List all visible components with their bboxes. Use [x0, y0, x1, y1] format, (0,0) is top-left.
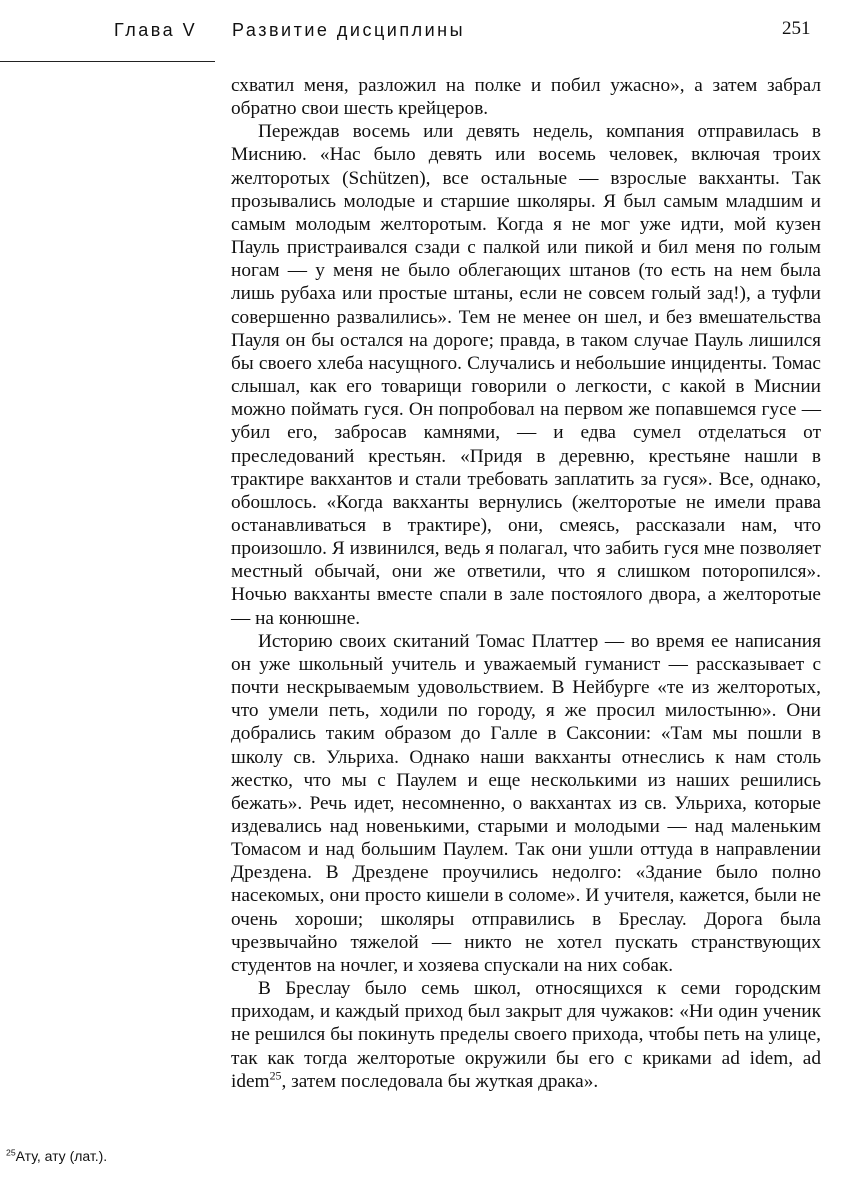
running-header — [0, 16, 854, 46]
paragraph-1: схватил меня, разложил на полке и побил ужасно», а затем забрал обратно свои шесть крейцеров. — [231, 75, 821, 120]
footnote — [6, 1148, 107, 1164]
chapter-label: Глава V — [114, 20, 198, 40]
footnote-number: 25 — [6, 1147, 16, 1158]
paragraph-4 — [231, 977, 821, 1093]
header-rule — [0, 61, 215, 62]
running-title: Развитие дисциплины — [232, 20, 466, 40]
paragraph-2: Переждав восемь или девять недель, компания отправилась в Миснию. «Нас было девять или восемь человек, включая троих желторотых (Schützen), все остальные — взрослые вакханты. Так прозывались молодые и старшие школяры. Я был самым младшим и самым молодым желторотым. Когда я не мог уже идти, мой кузен Пауль пристраивался сзади с палкой или пикой и бил меня по голым ногам — у меня не было облегающих штанов (то есть на нем была лишь рубаха или простые штаны, если не совсем голый зад!), а туфли совершенно развалились». Тем не менее он шел, и без вмешательства Пауля он бы остался на дороге; правда, в таком случае Пауль лишился бы своего хлеба насущного. Случались и небольшие инциденты. Томас слышал, как его товарищи говорили о легкости, с какой в Миснии можно поймать гуся. Он попробовал на первом же попавшемся гусе — убил его, забросав камнями, — и едва сумел отделаться от преследований крестьян. «Придя в деревню, крестьяне нашли в трактире вакхантов и стали требовать заплатить за гуся». Все, однако, обошлось. «Когда вакханты вернулись (желторотые не имели права останавливаться в трактире), они, смеясь, рассказали нам, что произошло. Я извинился, ведь я полагал, что забить гуся мне позволяет местный обычай, они же ответили, что я слишком поторопился». Ночью вакханты вместе спали в зале постоялого двора, а желторотые — на конюшне. — [231, 121, 821, 629]
main-text — [231, 74, 821, 1093]
footnote-text: Ату, ату (лат.). — [15, 1148, 108, 1164]
paragraph-4-text-end: , затем последовала бы жуткая драка». — [281, 1070, 599, 1092]
paragraph-3: Историю своих скитаний Томас Платтер — во время ее написания он уже школьный учитель и уважаемый гуманист — рассказывает с почти нескрываемым удовольствием. В Нейбурге «те из желторотых, что умели петь, ходили по городу, я же просил милостыню». Они добрались таким образом до Галле в Саксонии: «Там мы пошли в школу св. Ульриха. Однако наши вакханты отнеслись к нам столь жестко, что мы с Паулем и еще несколькими из наших решились бежать». Речь идет, несомненно, о вакхантах из св. Ульриха, которые издевались над новенькими, старыми и молодыми — над маленьким Томасом и над большим Паулем. Так они ушли оттуда в направлении Дрездена. В Дрездене проучились недолго: «Здание было полно насекомых, они просто кишели в соломе». И учителя, кажется, были не очень хороши; школяры отправились в Бреслау. Дорога была чрезвычайно тяжелой — никто не хотел пускать странствующих студентов на ночлег, и хозяева спускали на них собак. — [231, 630, 821, 976]
paragraph-4-text: В Бреслау было семь школ, относящихся к семи городским приходам, и каждый приход был закрыт для чужаков: «Ни один ученик не решился бы покинуть пределы своего прихода, чтобы петь на улице, так как тогда желторотые окружили бы его с криками ad idem, ad idem — [231, 978, 821, 1092]
page-number: 251 — [782, 18, 811, 39]
footnote-reference: 25 — [269, 1068, 282, 1083]
